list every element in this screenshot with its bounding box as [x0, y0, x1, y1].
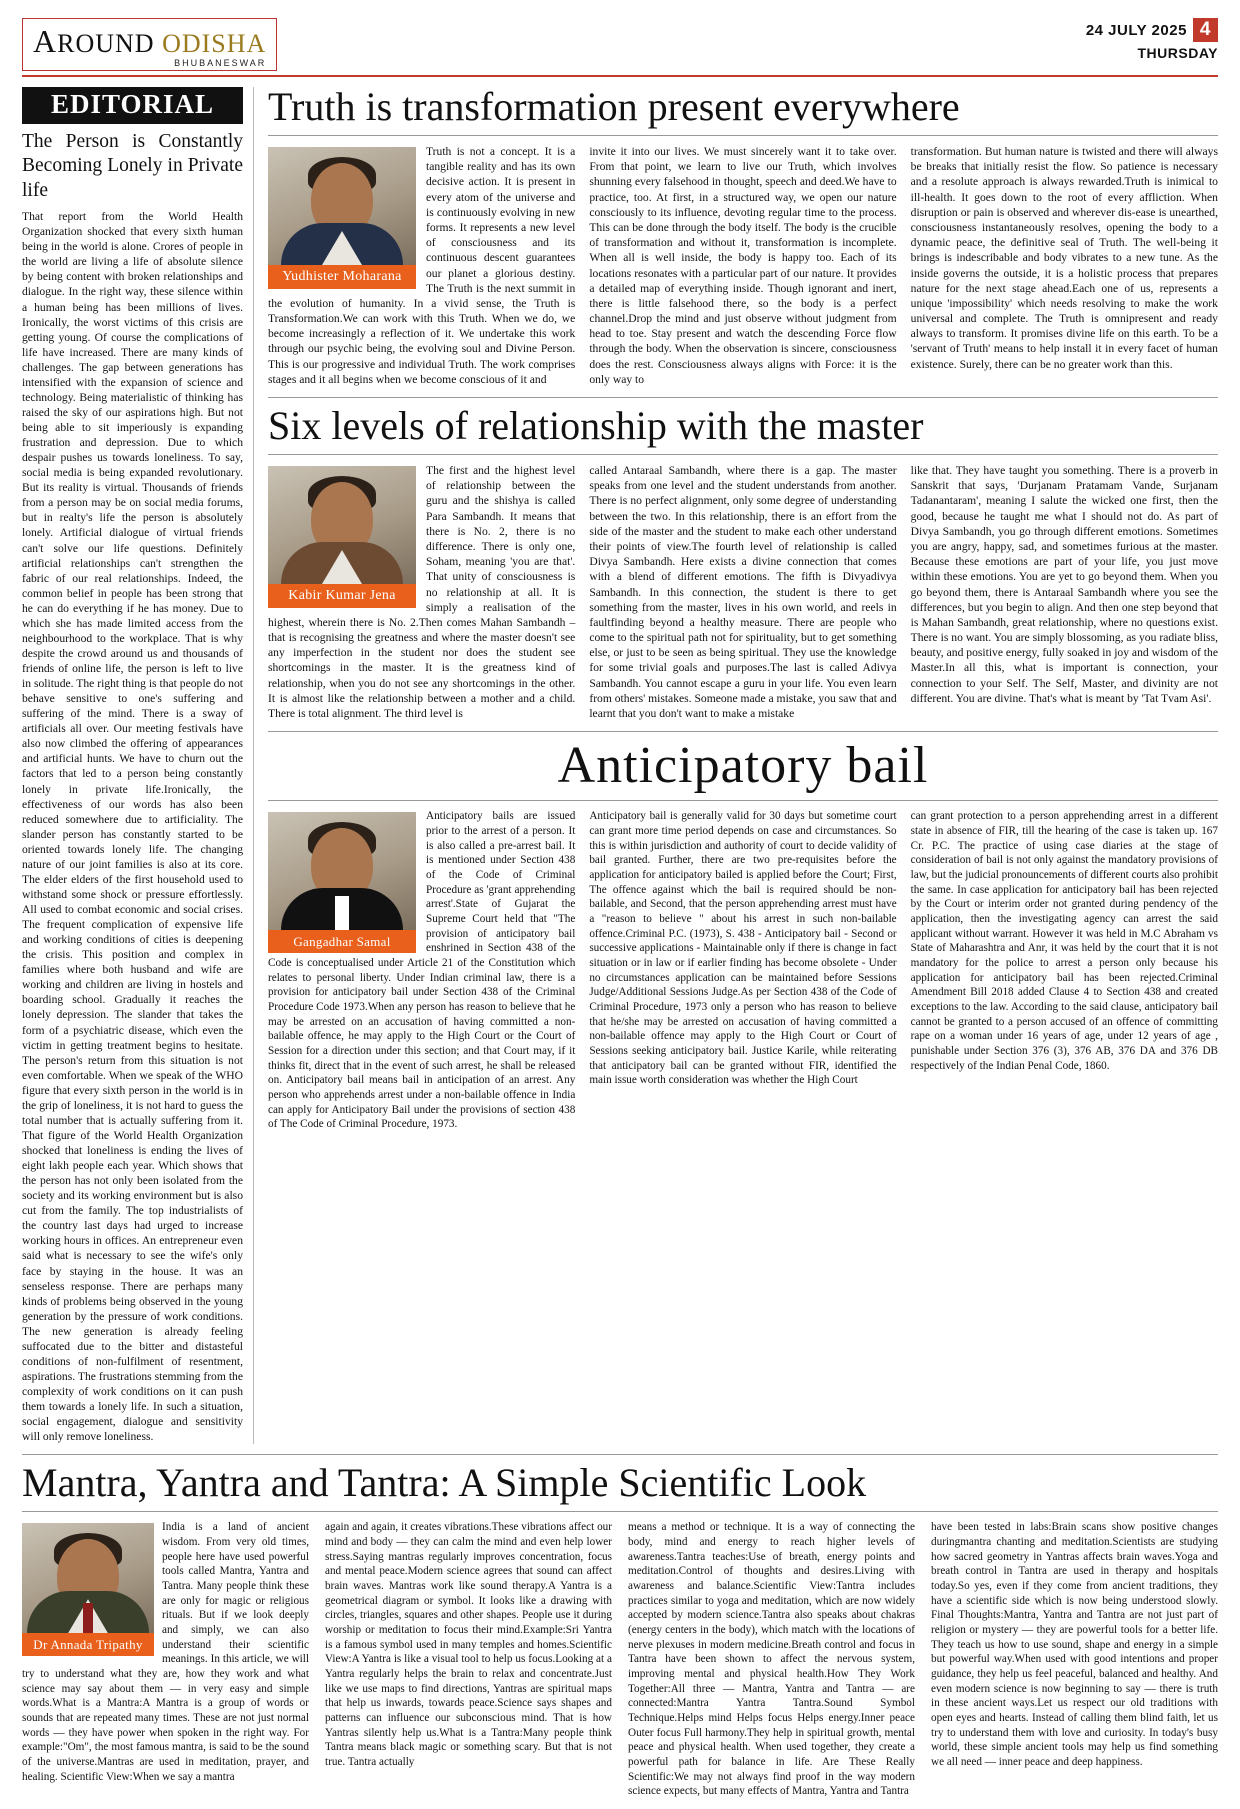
- article3-title: Anticipatory bail: [557, 737, 929, 795]
- article3-col2: [589, 809, 896, 1132]
- article2-col1: [268, 463, 575, 721]
- publication-logo: [22, 18, 277, 71]
- article1-text-2: invite it into our lives. We must sincerely want it to take over. From that point, we learn to live our Truth, which involves shunning every falsehood in thought, speech and deed.We have to practice, too. At first, in a structured way, we open our nature consciously to its influence, devoting regular time to the process. This can be done through the body itself. The body is the crucible of transformation and without it, transformation is incomplete. When all is well inside, the body is happy too. Each of its locations resonates with a particular part of our nature. It provides a detailed map of everything inside. Though ignorant and inert, there is little falsehood there, so the body is a perfect channel.Drop the mind and just observe without judgment from head to toe. Stay present and watch the descending Force flow through the body. When the observation is sincere, consciousness does the rest. Consciousness always aligns with Force: it is the only way to: [589, 145, 897, 386]
- issue-day: THURSDAY: [1137, 45, 1218, 61]
- author-portrait-image: [268, 466, 416, 584]
- article4-author-caption: Dr Annada Tripathy: [22, 1633, 154, 1656]
- article4-text-2: again and again, it creates vibrations.These vibrations affect our mind and body — they can calm the mind and even help lower stress.Saying mantras regularly improves concentration, focus and mental peace.Modern science agrees that sound can affect brain waves. Mantras work like sound therapy.A Yantra is a geometrical diagram or symbol. It looks like a drawing with circles, triangles, squares and other shapes. People use it during worship or meditation to focus their mind.Example:Sri Yantra is a famous symbol used in many temples and homes.Scientific View:A Yantra is like a visual tool to help us focus.Looking at a Yantra regularly helps the brain to relax and concentrate.Just like we use maps to find directions, Yantras are spiritual maps that help us inwards, towards peace.Science says shapes and patterns can influence our subconscious mind. That is how Yantras silently help us.What is a Tantra:Many people think Tantra means black magic or something scary. But that is not true. Tantra actually: [325, 1521, 612, 1768]
- article3-author-photo: [268, 812, 416, 953]
- article3-text-2: Anticipatory bail is generally valid for 30 days but sometime court can grant more time period depends on case and circumstances. So this is within jurisdiction and authority of court to decide validity of bail granted. Further, there are two pre-requisites before the application for anticipatory bailed is applied before the Court; First, The offence against which the bail is required should be non-bailable, and Second, that the person apprehending arrest must have a "reason to believe " about his arrest in such non-bailable offence.Criminal P.C. (1973), S. 438 - Anticipatory bail - Second or successive applications - Maintainable only if there is change in fact situation or in law or if earlier finding has become obsolete - Under no circumstances application can be maintained before Sessions Judge/Additional Sessions Judge.As per Section 438 of the Code of Criminal Procedure, 1973 only a person who has reason to believe that he/she may be arrested on accusation of having committed a non-bailable offence may apply to the High Court or Court of Sessions seeking anticipatory bail. Justice Karile, while reiterating that anticipatory bail can be granted without FIR, identified the main issue worth consideration was whether the High Court: [589, 810, 897, 1087]
- article4-text-4: have been tested in labs:Brain scans show positive changes duringmantra chanting and meditation.Scientists are studying how sacred geometry in Yantras affects brain waves.Yoga and breath control in Tantra are used in therapy and hospitals today.So yes, even if they come from ancient traditions, they have a scientific side which is now being understood slowly. Final Thoughts:Mantra, Yantra and Tantra are not just part of religion or mystery — they are powerful tools for a better life. They teach us how to use sound, shape and energy in a simple but powerful way.When used with good intentions and proper guidance, they help us feel peaceful, balanced and healthy. And even modern science is now beginning to say — there is truth in these ancient ways.Let us respect our old traditions with open eyes and hearts. Instead of calling them blind faith, let us try to understand them with love and curiosity. In today's busy world, these simple ancient tools may help us find something we all need — inner peace and deep happiness.: [931, 1521, 1218, 1768]
- article2-author-caption: Kabir Kumar Jena: [268, 584, 416, 608]
- article-truth: [268, 84, 1218, 387]
- article2-author-photo: [268, 466, 416, 608]
- article1-col3: [911, 144, 1218, 387]
- article2-title: Six levels of relationship with the master: [268, 403, 924, 448]
- article3-col1: [268, 809, 575, 1132]
- article2-text-2: called Antaraal Sambandh, where there is a gap. The master speaks from one level and the student understands from another. There is no perfect alignment, only some degree of understanding between the two. In this relationship, there is an effort from the side of the master and the student to make each other understand their points of view.The fourth level of relationship is called Divya Sambandh. Here exists a divine connection that comes with a blend of different emotions. The fifth is Divyadivya Sambandh. In this connection, the student is there to get something from the master, lives in his own world, and reels in faultfinding beyond a healthy measure. There are people who come to the spiritual path not for spirituality, but to get something else, or just to be seen as being spiritual. They use the knowledge for some trivial goals and purposes.The last is called Adivya Sambandh. You cannot escape a guru in your life. You even learn from others' mistakes. Someone made a mistake, you saw that and learnt that you don't want to make a mistake: [589, 464, 897, 720]
- article-mantra-yantra-tantra: [22, 1460, 1218, 1799]
- article4-col2: [325, 1520, 612, 1799]
- editorial-headline: The Person is Constantly Becoming Lonely in Private life: [22, 131, 243, 201]
- article3-text-1: Anticipatory bails are issued prior to the arrest of a person. It is also called a pre-arrest bail. It is mentioned under Section 438 of the Code of Criminal Procedure as 'grant apprehending arrest'.State of Gujarat the Supreme Court held that "The provision of anticipatory bail enshrined in Section 438 of the Code is conceptualised under Article 21 of the Constitution which relates to personal liberty. Under Indian criminal law, there is a provision for anticipatory bail under Section 438 of the Criminal Procedure Code 1973.When any person has reason to believe that he may be arrested on an accusation of having committed a non-bailable offence, he may apply to the High Court or the Court of Session for a direction under this section; and that Court may, if it thinks fit, direct that in the event of such arrest, he shall be released on. Anticipatory bail means bail in anticipation of an arrest. Any person who apprehends arrest under a non-bailable offence in India can apply for Anticipatory Bail under the provisions of section 438 of The Code of Criminal Procedure, 1973.: [268, 810, 576, 1131]
- article4-text-1: India is a land of ancient wisdom. From very old times, people here have used powerful tools called Mantra, Yantra and Tantra. Many people think these are only for magic or religious rituals. But if we look deeply and simply, we can also understand their scientific meanings. In this article, we will try to understand what they are, how they work and what science may say about them — in very easy and simple words.What is a Mantra:A Mantra is a group of words or sounds that are repeated many times. These are not just normal words — they have power when spoken in the right way. For example:"Om", the most famous mantra, is said to be the sound of the universe.Mantras are used in meditation, prayer, and healing. Scientific View:When we say a mantra: [22, 1521, 309, 1783]
- article4-col3: [628, 1520, 915, 1799]
- logo-odisha: ODISHA: [162, 29, 267, 58]
- article1-col2: [589, 144, 896, 387]
- article1-author-caption: Yudhister Moharana: [268, 265, 416, 289]
- author-portrait-image: [268, 812, 416, 930]
- article3-author-caption: Gangadhar Samal: [268, 930, 416, 953]
- article1-title: Truth is transformation present everywhere: [268, 84, 960, 129]
- article2-text-1: The first and the highest level of relationship between the guru and the shishya is called Para Sambandh. It means that there is No. 2, there is no difference. There is only one, Soham, meaning 'you are that'. That unity of consciousness is no relationship at all. It is simply a realisation of the highest, wherein there is No. 2.Then comes Mahan Sambandh – that is recognising the greatness and where the master doesn't see any imperfection in the student nor does the student see shortcomings in the master. It is the greatness kind of relationship, when you do not see any shortcomings in the other. It is almost like the relationship between a mother and a child. There is total alignment. The third level is: [268, 464, 576, 720]
- article4-text-3: means a method or technique. It is a way of connecting the body, mind and energy to reach higher levels of awareness.Tantra teaches:Use of breath, energy points and meditation.Control of thoughts and desires.Living with awareness and balance.Scientific View:Tantra includes practices similar to yoga and meditation, which are now widely accepted by modern science.Tantra also speaks about chakras (energy centers in the body), which match with the locations of nerve plexuses in modern medicine.Breath control and focus in Tantra have been shown to affect the nervous system, improving mental and physical health.How They Work Together:All three — Mantra, Yantra and Tantra — are connected:Mantra Yantra Tantra.Sound Symbol Technique.Helps mind Helps focus Helps energy.Inner peace Outer focus Full harmony.They help in spiritual growth, mental peace and physical health. When used together, they create a powerful path for balance in life. Are These Really Scientific:We may not always find proof in the way modern science expects, but many effects of Mantra, Yantra and Tantra: [628, 1521, 915, 1798]
- editorial-body: [22, 209, 243, 1444]
- editorial-label: EDITORIAL: [22, 87, 243, 124]
- masthead: [22, 18, 1218, 77]
- logo-initial: A: [33, 23, 58, 59]
- article4-col4: [931, 1520, 1218, 1799]
- article2-col2: [589, 463, 896, 721]
- author-portrait-image: [268, 147, 416, 265]
- author-portrait-image: [22, 1523, 154, 1633]
- masthead-right: [1086, 18, 1218, 61]
- logo-city: BHUBANESWAR: [174, 58, 267, 68]
- article1-author-photo: [268, 147, 416, 289]
- article-anticipatory-bail: [268, 737, 1218, 1132]
- editorial-column: [22, 87, 254, 1444]
- article2-col3: [911, 463, 1218, 721]
- article1-col1: [268, 144, 575, 387]
- article1-text-3: transformation. But human nature is twisted and there will always be breaks that initially resist the flow. So patience is necessary and a resolute approach is always rewarded.Truth is inimical to ill-health. It goes down to the root of every affliction. When disruption or pain is observed and wherever dis-ease is unearthed, consciousness instantaneously resolves, opening the body to a dynamic peace, the definitive seal of Truth. The well-being it brings is indescribable and body vibrates to a new tune. As the inside governs the outside, it is a holistic process that prepares nature for the next stage ahead.Each one of us, represents a unique 'impossibility' which needs resolving to make the work universal and complete. The Truth is omnipresent and ready always to transform. It promises divine life on this earth. To be a 'servant of Truth' means to help install it in every facet of human existence. Surely, there can be no greater work than this.: [910, 145, 1218, 371]
- logo-around: ROUND: [57, 29, 163, 58]
- article3-col3: [911, 809, 1218, 1132]
- article4-author-photo: [22, 1523, 154, 1656]
- article3-text-3: can grant protection to a person apprehending arrest in a different state in absence of FIR, till the hearing of the case is taken up. 167 Cr. P.C. The practice of using case diaries at the stage of consideration of bail is not only against the mandatory provisions of law, but the judicial pronouncements of different courts also prohibit the same. In case application for anticipatory bail has been rejected by the Court or interim order not granted during pendency of the application, then the investigating agency can arrest the said applicant without warrant. However it was held in M.C Abraham vs State of Maharashtra and Anr, it was held by the court that it is not mandatory for the police to arrest a person only because his application for anticipatory bail has been rejected.Criminal Amendment Bill 2018 added Clause 4 to Section 438 and created exceptions to the law. According to the said clause, anticipatory bail cannot be granted to a person accused of an offence of committing rape on a woman under 16 years of age, under 12 years of age , punishable under Section 376 (3), 376 AB, 376 DA and 376 DB respectively of the Indian Penal Code, 1860.: [910, 810, 1218, 1072]
- editorial-text: That report from the World Health Organization shocked that every sixth human being in the world is alone. Crores of people in the world are living a life of absolute silence by being content with broken relationships and dialogue. In the right way, these silence within a human being has been millions of lives. Ironically, the worst victims of this crisis are getting young. Of course the complications of life have increased. There are many kinds of challenges. The gap between generations has intensified with the expansion of science and technology. Being materialistic of thinking has raised the sky of our aspirations high. But not being able to sit imperiously is expanding frustration and depression. Due to which despair pushes us towards loneliness. To say, social media is being expanded revolutionary. But its reality is virtual. Thousands of friends from a person may be on social media forums, but in realty's life the person is absolutely lonely. Artificial dialogue of virtual friends can't solve our life questions. Definitely artificial relationships can't strengthen the fabric of our real relationships. Indeed, the common belief in people has been strong that he can do everything if he has money. Due to which she has made limited access from the neighbourhood to the workplace. That is why despite the crowd around us and thousands of friends of online life, the person is left to live in solitude. The right thing is that people do not behave sensitive to one's suffering and suffering of the mind. There is a sway of artificials all over. Our meeting festivals have also now climbed the offering of appearances and artificial hunts. We have to churn out the factors that led to a person being constantly lonely in private life.Ironically, the effectiveness of our words has also been reduced somewhere due to artificiality. The slander person has constantly started to be oriented towards lonely life. The changing nature of our joint families is also at its core. The elder elders of the first household used to withstand some shock or pressure effortlessly. All used to combat economic and social crises. The frequent complication of expensive life and working conditions of cities is deepening the crisis. This position and complex in families where both husband and wife are working and children are living in hostels and boarding school. Gradually it reaches the lonely depression. The slander that takes the form of a psychiatric disease, which even the victim in getting treatment begins to hesitate. The person's return from this situation is not even comfortable. When we speak of the WHO figure that every sixth person in the world is in the grip of loneliness, it is not hard to guess the total number that is actually suffering from it. That figure of the World Health Organization shocked that loneliness is ending the lives of eight lakh people each year. Which shows that the person has not only been isolated from the society and its working environment but is also cut from the family. The top industrialists of the country last days had urged to increase working hours in offices. An entrepreneur even said what is necessary to see the wife's only face by staying in the house. It was an senseless response. There are perhaps many kinds of problems being observed in the young generation by the pressure of work conditions. The new generation is already feeling suffocated due to the bitter and distasteful conditions of non-fulfilment of resentment, aspirations. The frustrations stemming from the complexity of work conditions on it can push them towards a lonely life. In such a situation, social engagement, dialogue and sensitivity will only remove loneliness.: [22, 210, 243, 1444]
- article4-title: Mantra, Yantra and Tantra: A Simple Scientific Look: [22, 1460, 867, 1506]
- page-number: 4: [1193, 18, 1218, 42]
- main-articles: [268, 84, 1218, 1444]
- article-six-levels: [268, 403, 1218, 721]
- article1-text-1: Truth is not a concept. It is a tangible reality and has its own decisive action. It is present in every atom of the universe and is continuously evolving in new forms. It represents a new level of consciousness and its continuous descent guarantees our planet a glorious destiny. The Truth is the next summit in the evolution of humanity. In a vivid sense, the Truth is Transformation.We can work with this Truth. When we do, we become increasingly a reflection of it. We undertake this work through our psychic being, the evolving soul and Divine Person. This is our progressive and individual Truth. The work comprises stages and it all begins when we become conscious of it and: [268, 145, 576, 386]
- issue-date: 24 JULY 2025: [1085, 21, 1187, 39]
- article4-col1: [22, 1520, 309, 1799]
- article2-text-3: like that. They have taught you something. There is a proverb in Sanskrit that says, 'Durjanam Pratamam Vande, Surjanam Tadanantaram', meaning I salute the wicked one first, then the good, because he taught me what I should not do. As part of Divya Sambandh, you go through different emotions. Sometimes you are angry, happy, sad, and sometimes furious at the master. Because these emotions are part of your life, you just move within these emotions. You are yet to go beyond them. When you go beyond them, there is Antaraal Sambandh where you see the differences, but you begin to align. And then one step beyond that is Mahan Sambandh, great relationship, where no questions exist. There is no want. You are simply blossoming, as you radiate bliss, beauty, and positive energy, fully soaked in joy and wisdom of the Master.In all this, what is important is connection, your connection to your Self. The Self, Master, and divinity are not different. You are divine. That's what is meant by 'Tat Tvam Asi'.: [910, 464, 1218, 705]
